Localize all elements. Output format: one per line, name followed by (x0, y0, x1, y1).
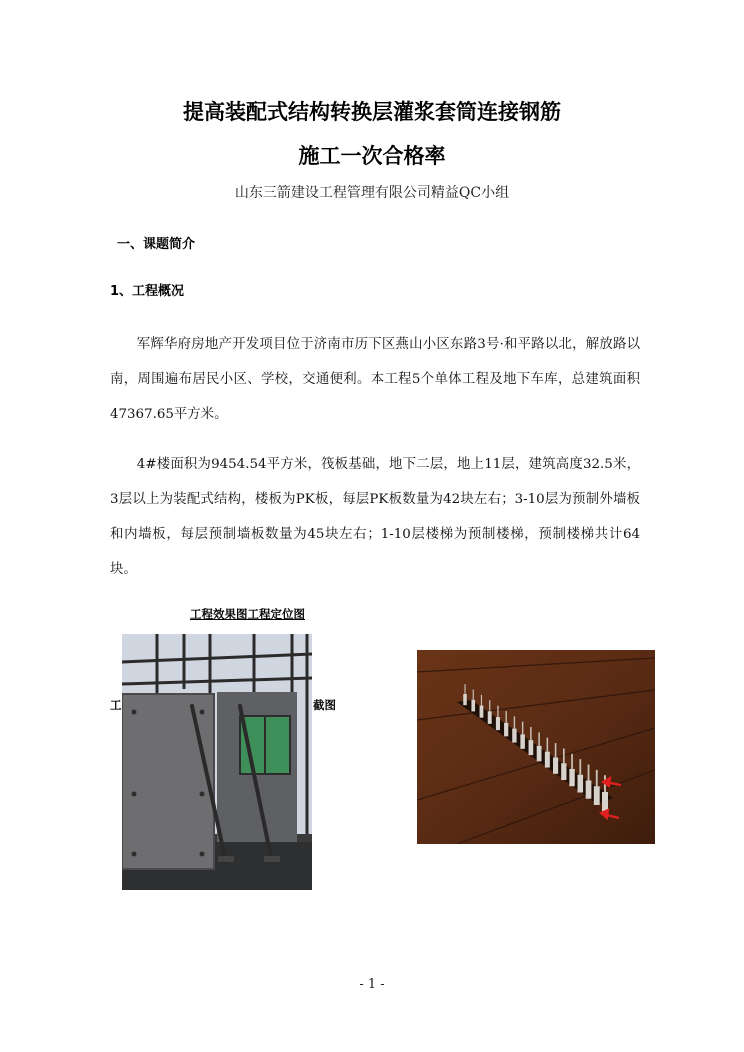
paragraph-building-details: 4#楼面积为9454.54平方米，筏板基础，地下二层，地上11层，建筑高度32.5米，3层以上为装配式结构，楼板为PK板，每层PK板数量为42块左右；3-10层为预制外墙板和内墙板，每层预制墙板数量为45块左右；1-10层楼梯为预制楼梯，预制楼梯共计64块。 (110, 457, 640, 577)
rebar-sleeve-render (417, 650, 655, 844)
document-title-line2: 施工一次合格率 (298, 144, 446, 168)
grout-sleeve (569, 769, 574, 786)
caption-fragment-right: 截图 (313, 698, 336, 712)
grout-sleeve (471, 700, 475, 712)
grout-sleeve (480, 706, 484, 718)
grout-sleeve (488, 711, 492, 724)
page-number: - 1 - (359, 977, 385, 992)
grout-sleeve (545, 752, 550, 768)
organization-name: 山东三箭建设工程管理有限公司精益QC小组 (234, 185, 510, 201)
grout-sleeve (594, 786, 600, 805)
grout-sleeve (602, 792, 608, 811)
figure-caption: 工程效果图工程定位图 (190, 607, 305, 621)
construction-site-photo (122, 634, 312, 890)
grout-sleeve (463, 694, 467, 705)
grout-sleeve (504, 723, 508, 737)
grout-sleeve (561, 763, 566, 780)
subsection-heading: 1、工程概况 (110, 284, 185, 299)
grout-sleeve (529, 740, 534, 755)
grout-sleeve (512, 729, 516, 743)
document-title-line1: 提高装配式结构转换层灌浆套筒连接钢筋 (183, 100, 561, 124)
caption-fragment-left: 工 (110, 698, 122, 712)
grout-sleeve (537, 746, 542, 761)
grout-sleeve (553, 757, 558, 773)
paragraph-project-location: 军辉华府房地产开发项目位于济南市历下区燕山小区东路3号·和平路以北，解放路以南，周围遍布居民小区、学校，交通便利。本工程5个单体工程及地下车库，总建筑面积47367.65平方米。 (110, 337, 640, 422)
grout-sleeve (520, 734, 525, 748)
grout-sleeve (496, 717, 500, 730)
grout-sleeve (586, 780, 592, 798)
section-heading: 一、课题简介 (117, 237, 196, 252)
grout-sleeve (578, 775, 584, 793)
